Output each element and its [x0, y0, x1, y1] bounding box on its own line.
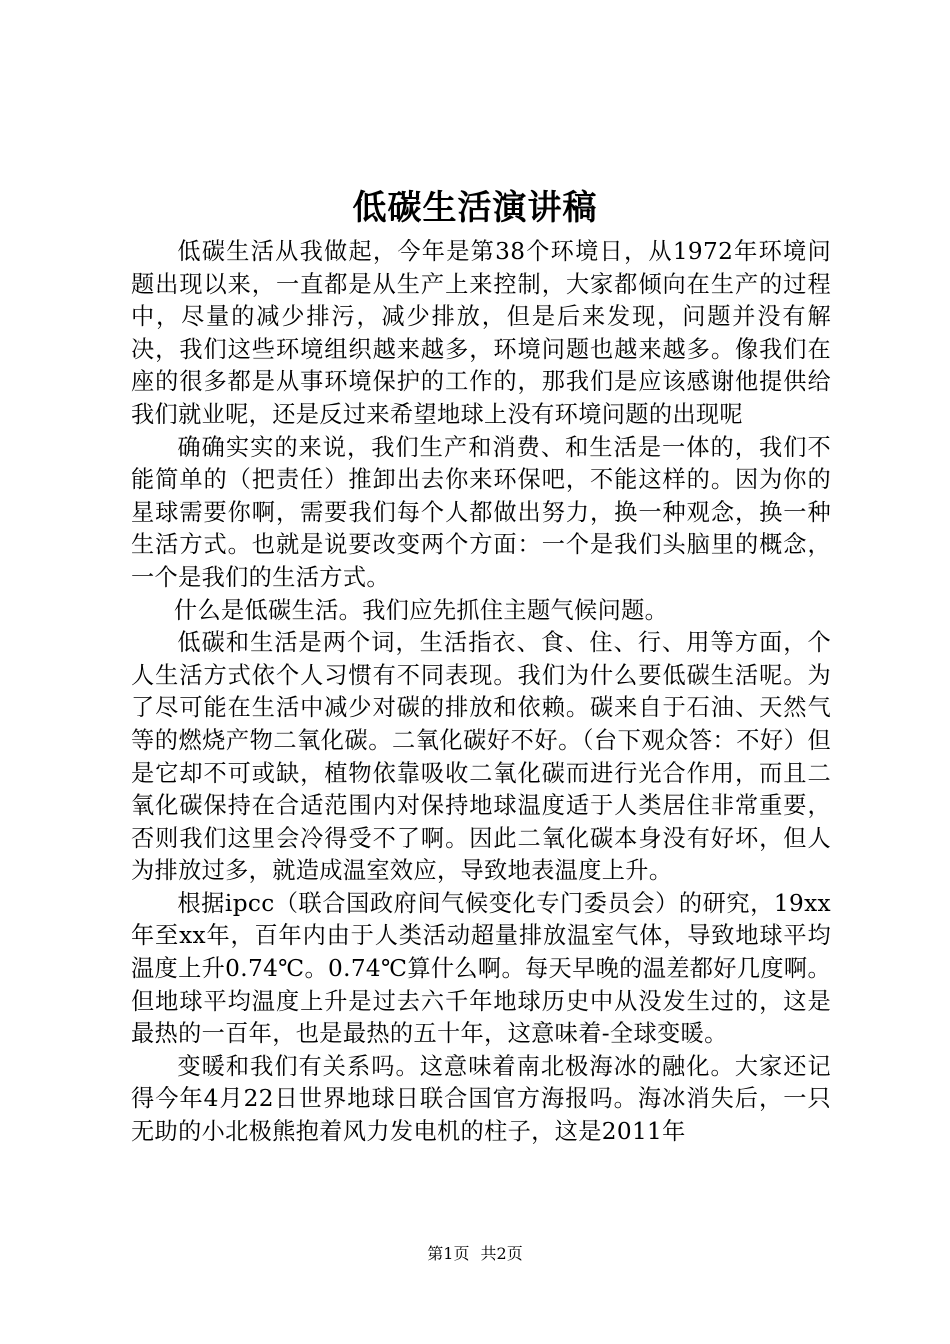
paragraph-2: 确确实实的来说，我们生产和消费、和生活是一体的，我们不能简单的（把责任）推卸出去你来环保吧，不能这样的。因为你的星球需要你啊，需要我们每个人都做出努力，换一种观念，换一种生活方式。也就是说要改变两个方面：一个是我们头脑里的概念，一个是我们的生活方式。 — [131, 433, 831, 591]
document-title: 低碳生活演讲稿 — [352, 188, 598, 228]
paragraph-5: 根据ipcc（联合国政府间气候变化专门委员会）的研究，19xx年至xx年，百年内由于人类活动超量排放温室气体，导致地球平均温度上升0.74℃。0.74℃算什么啊。每天早晚的温差都好几度啊。但地球平均温度上升是过去六千年地球历史中从没发生过的，这是最热的一百年，也是最热的五十年，这意味着-全球变暖。 — [131, 889, 831, 1048]
paragraph-3: 什么是低碳生活。我们应先抓住主题气候问题。 — [173, 596, 669, 624]
paragraph-1: 低碳生活从我做起，今年是第38个环境日，从1972年环境问题出现以来，一直都是从生产上来控制，大家都倾向在生产的过程中，尽量的减少排污，减少排放，但是后来发现，问题并没有解决，我们这些环境组织越来越多，环境问题也越来越多。像我们在座的很多都是从事环境保护的工作的，那我们是应该感谢他提供给我们就业呢，还是反过来希望地球上没有环境问题的出现呢 — [131, 238, 831, 428]
paragraph-6: 变暖和我们有关系吗。这意味着南北极海冰的融化。大家还记得今年4月22日世界地球日联合国官方海报吗。海冰消失后，一只无助的小北极熊抱着风力发电机的柱子，这是2011年 — [131, 1052, 831, 1146]
paragraph-4: 低碳和生活是两个词，生活指衣、食、住、行、用等方面，个人生活方式依个人习惯有不同表现。我们为什么要低碳生活呢。为了尽可能在生活中减少对碳的排放和依赖。碳来自于石油、天然气等的燃烧产物二氧化碳。二氧化碳好不好。（台下观众答：不好）但是它却不可或缺，植物依靠吸收二氧化碳而进行光合作用，而且二氧化碳保持在合适范围内对保持地球温度适于人类居住非常重要，否则我们这里会冷得受不了啊。因此二氧化碳本身没有好坏，但人为排放过多，就造成温室效应，导致地表温度上升。 — [131, 629, 831, 885]
page-total: 共2页 — [480, 1244, 523, 1263]
page-number: 第1页 — [427, 1244, 470, 1263]
document-body — [131, 236, 831, 1149]
page-footer — [0, 1243, 950, 1265]
